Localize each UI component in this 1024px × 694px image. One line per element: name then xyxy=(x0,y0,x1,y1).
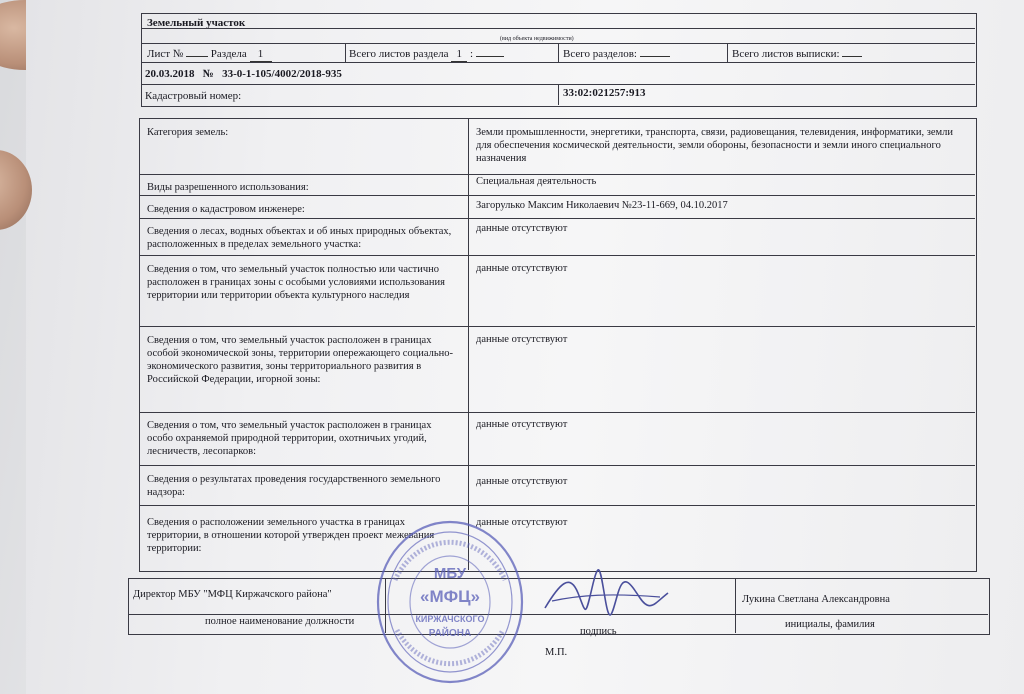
table-row-label: Сведения о том, что земельный участок расположен в границах особой экономической зоны, территории опережающего социально-экономического развития, зоны территориального развития в Российской Федерации, игорной зоны: xyxy=(147,335,454,385)
official-stamp xyxy=(375,520,525,685)
table-row-label: Сведения о том, что земельный участок расположен в границах особо охраняемой природной территории, охотничьих угодий, лесничеств, лесопарков: xyxy=(147,420,432,457)
name-caption: инициалы, фамилия xyxy=(785,619,875,630)
handwritten-signature xyxy=(540,563,670,623)
extract-date-number: 20.03.2018 № 33-0-1-105/4002/2018-935 xyxy=(145,68,342,80)
cadastral-number-label: Кадастровый номер: xyxy=(145,90,242,102)
table-row-label: Сведения о кадастровом инженере: xyxy=(147,204,305,215)
table-row-label: Сведения о результатах проведения государственного земельного надзора: xyxy=(147,474,441,498)
total-sheets-extract-field: Всего листов выписки: xyxy=(732,47,862,61)
table-row-value: данные отсутствуют xyxy=(476,517,568,528)
table-row-value: данные отсутствуют xyxy=(476,476,568,487)
svg-text:«МФЦ»: «МФЦ» xyxy=(420,587,480,606)
document-title: Земельный участок xyxy=(147,17,246,29)
table-row-value: данные отсутствуют xyxy=(476,419,568,430)
signatory-name: Лукина Светлана Александровна xyxy=(742,594,890,605)
table-row-value: данные отсутствуют xyxy=(476,223,568,234)
sheet-number-field: Лист № Раздела 1 xyxy=(147,47,272,62)
position-caption: полное наименование должности xyxy=(205,616,355,627)
svg-text:МБУ: МБУ xyxy=(433,565,467,582)
signatory-position: Директор МБУ "МФЦ Киржачского района" xyxy=(133,589,332,600)
object-type-caption: (вид объекта недвижимости) xyxy=(500,36,574,42)
table-row-label: Категория земель: xyxy=(147,127,229,138)
table-row-value: Загорулько Максим Николаевич №23-11-669, 04.10.2017 xyxy=(476,200,728,211)
table-row-label: Виды разрешенного использования: xyxy=(147,182,309,193)
seal-label: М.П. xyxy=(545,647,568,658)
total-sections-field: Всего разделов: xyxy=(563,47,670,61)
table-row-label: Сведения о лесах, водных объектах и об иных природных объектах, расположенных в пределах земельного участка: xyxy=(147,226,452,250)
total-sheets-section-field: Всего листов раздела 1 : xyxy=(349,47,504,62)
table-row-value: данные отсутствуют xyxy=(476,263,568,274)
cadastral-number-value: 33:02:021257:913 xyxy=(563,87,646,99)
table-row-value: данные отсутствуют xyxy=(476,334,568,345)
table-row-label: Сведения о расположении земельного участка в границах территории, в отношении которой утвержден проект межевания территории: xyxy=(147,517,435,554)
table-row-value: Земли промышленности, энергетики, транспорта, связи, радиовещания, телевидения, информатики, земли для обеспечения космической деятельности, земли обороны, безопасности и земли иного специального назначения xyxy=(476,127,954,164)
signature-caption: подпись xyxy=(580,626,617,637)
table-row-label: Сведения о том, что земельный участок полностью или частично расположен в границах зоны с особыми условиями использования территории или территории объекта культурного наследия xyxy=(147,264,445,301)
svg-text:КИРЖАЧСКОГО: КИРЖАЧСКОГО xyxy=(415,614,485,624)
table-row-value: Специальная деятельность xyxy=(476,176,597,187)
svg-text:РАЙОНА: РАЙОНА xyxy=(428,628,472,639)
